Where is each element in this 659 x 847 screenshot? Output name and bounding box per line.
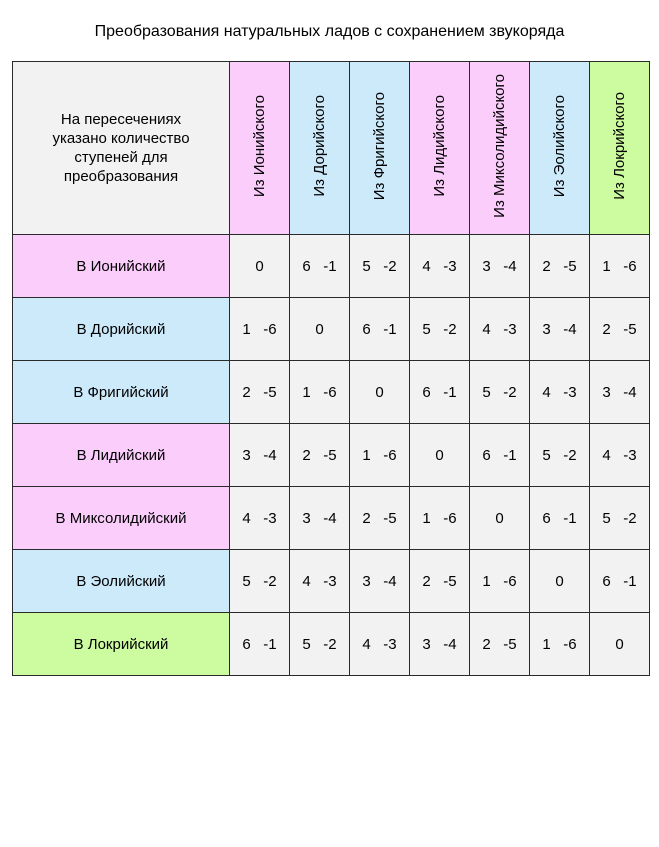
table-row [13, 487, 650, 550]
column-header-label: Из Эолийского [551, 94, 568, 198]
column-header [290, 62, 350, 235]
column-header [530, 62, 590, 235]
page-title: Преобразования натуральных ладов с сохранением звукоряда [94, 23, 565, 40]
column-header-label: Из Миксолидийского [491, 74, 508, 218]
table-cell: 0 [590, 613, 650, 676]
table-cell: 2 -5 [470, 613, 530, 676]
column-header-label: Из Локрийского [611, 92, 628, 200]
row-header: В Миксолидийский [13, 487, 230, 550]
table-cell: 2 -5 [530, 235, 590, 298]
table-cell: 5 -2 [230, 550, 290, 613]
table-cell: 6 -1 [470, 424, 530, 487]
corner-note-cell [13, 62, 230, 235]
table-cell: 3 -4 [350, 550, 410, 613]
table-cell: 4 -3 [290, 550, 350, 613]
table-cell: 3 -4 [530, 298, 590, 361]
table-cell: 1 -6 [530, 613, 590, 676]
table-cell: 1 -6 [410, 487, 470, 550]
table-cell: 4 -3 [350, 613, 410, 676]
mode-transformation-table [12, 61, 650, 676]
table-cell: 3 -4 [470, 235, 530, 298]
table-cell: 3 -4 [410, 613, 470, 676]
corner-note: На пересечениях указано количество ступеней для преобразования [52, 111, 190, 185]
table-cell: 3 -4 [290, 487, 350, 550]
table-cell: 6 -1 [410, 361, 470, 424]
table-cell: 6 -1 [290, 235, 350, 298]
table-cell: 4 -3 [470, 298, 530, 361]
table-cell: 5 -2 [350, 235, 410, 298]
table-cell: 5 -2 [590, 487, 650, 550]
table-cell: 5 -2 [290, 613, 350, 676]
table-cell: 0 [350, 361, 410, 424]
column-header-label: Из Лидийского [431, 95, 448, 197]
table-cell: 0 [230, 235, 290, 298]
table-cell: 6 -1 [530, 487, 590, 550]
table-cell: 1 -6 [590, 235, 650, 298]
table-cell: 1 -6 [290, 361, 350, 424]
table-row [13, 235, 650, 298]
table-row [13, 613, 650, 676]
column-header [410, 62, 470, 235]
table-cell: 2 -5 [230, 361, 290, 424]
row-header: В Лидийский [13, 424, 230, 487]
column-header-label: Из Ионийского [251, 94, 268, 198]
table-cell: 0 [290, 298, 350, 361]
table-cell: 2 -5 [410, 550, 470, 613]
table-cell: 6 -1 [230, 613, 290, 676]
table-cell: 1 -6 [350, 424, 410, 487]
column-header-label: Из Фригийского [371, 91, 388, 201]
table-cell: 3 -4 [230, 424, 290, 487]
table-cell: 4 -3 [410, 235, 470, 298]
row-header: В Эолийский [13, 550, 230, 613]
table-cell: 2 -5 [350, 487, 410, 550]
table-cell: 3 -4 [590, 361, 650, 424]
table-row [13, 550, 650, 613]
header-row [13, 62, 650, 235]
table-row [13, 424, 650, 487]
row-header: В Локрийский [13, 613, 230, 676]
table-cell: 5 -2 [410, 298, 470, 361]
table-cell: 0 [410, 424, 470, 487]
table-cell: 4 -3 [230, 487, 290, 550]
table-cell: 5 -2 [530, 424, 590, 487]
table-cell: 6 -1 [350, 298, 410, 361]
table-cell: 4 -3 [590, 424, 650, 487]
column-header [590, 62, 650, 235]
table-cell: 0 [470, 487, 530, 550]
column-header [350, 62, 410, 235]
table-cell: 2 -5 [590, 298, 650, 361]
table-cell: 2 -5 [290, 424, 350, 487]
column-header [470, 62, 530, 235]
table-row [13, 298, 650, 361]
column-header-label: Из Дорийского [311, 95, 328, 197]
table-cell: 0 [530, 550, 590, 613]
column-header [230, 62, 290, 235]
row-header: В Ионийский [13, 235, 230, 298]
table-cell: 6 -1 [590, 550, 650, 613]
row-header: В Фригийский [13, 361, 230, 424]
table-cell: 4 -3 [530, 361, 590, 424]
table-cell: 1 -6 [230, 298, 290, 361]
table-cell: 1 -6 [470, 550, 530, 613]
row-header: В Дорийский [13, 298, 230, 361]
table-row [13, 361, 650, 424]
table-cell: 5 -2 [470, 361, 530, 424]
